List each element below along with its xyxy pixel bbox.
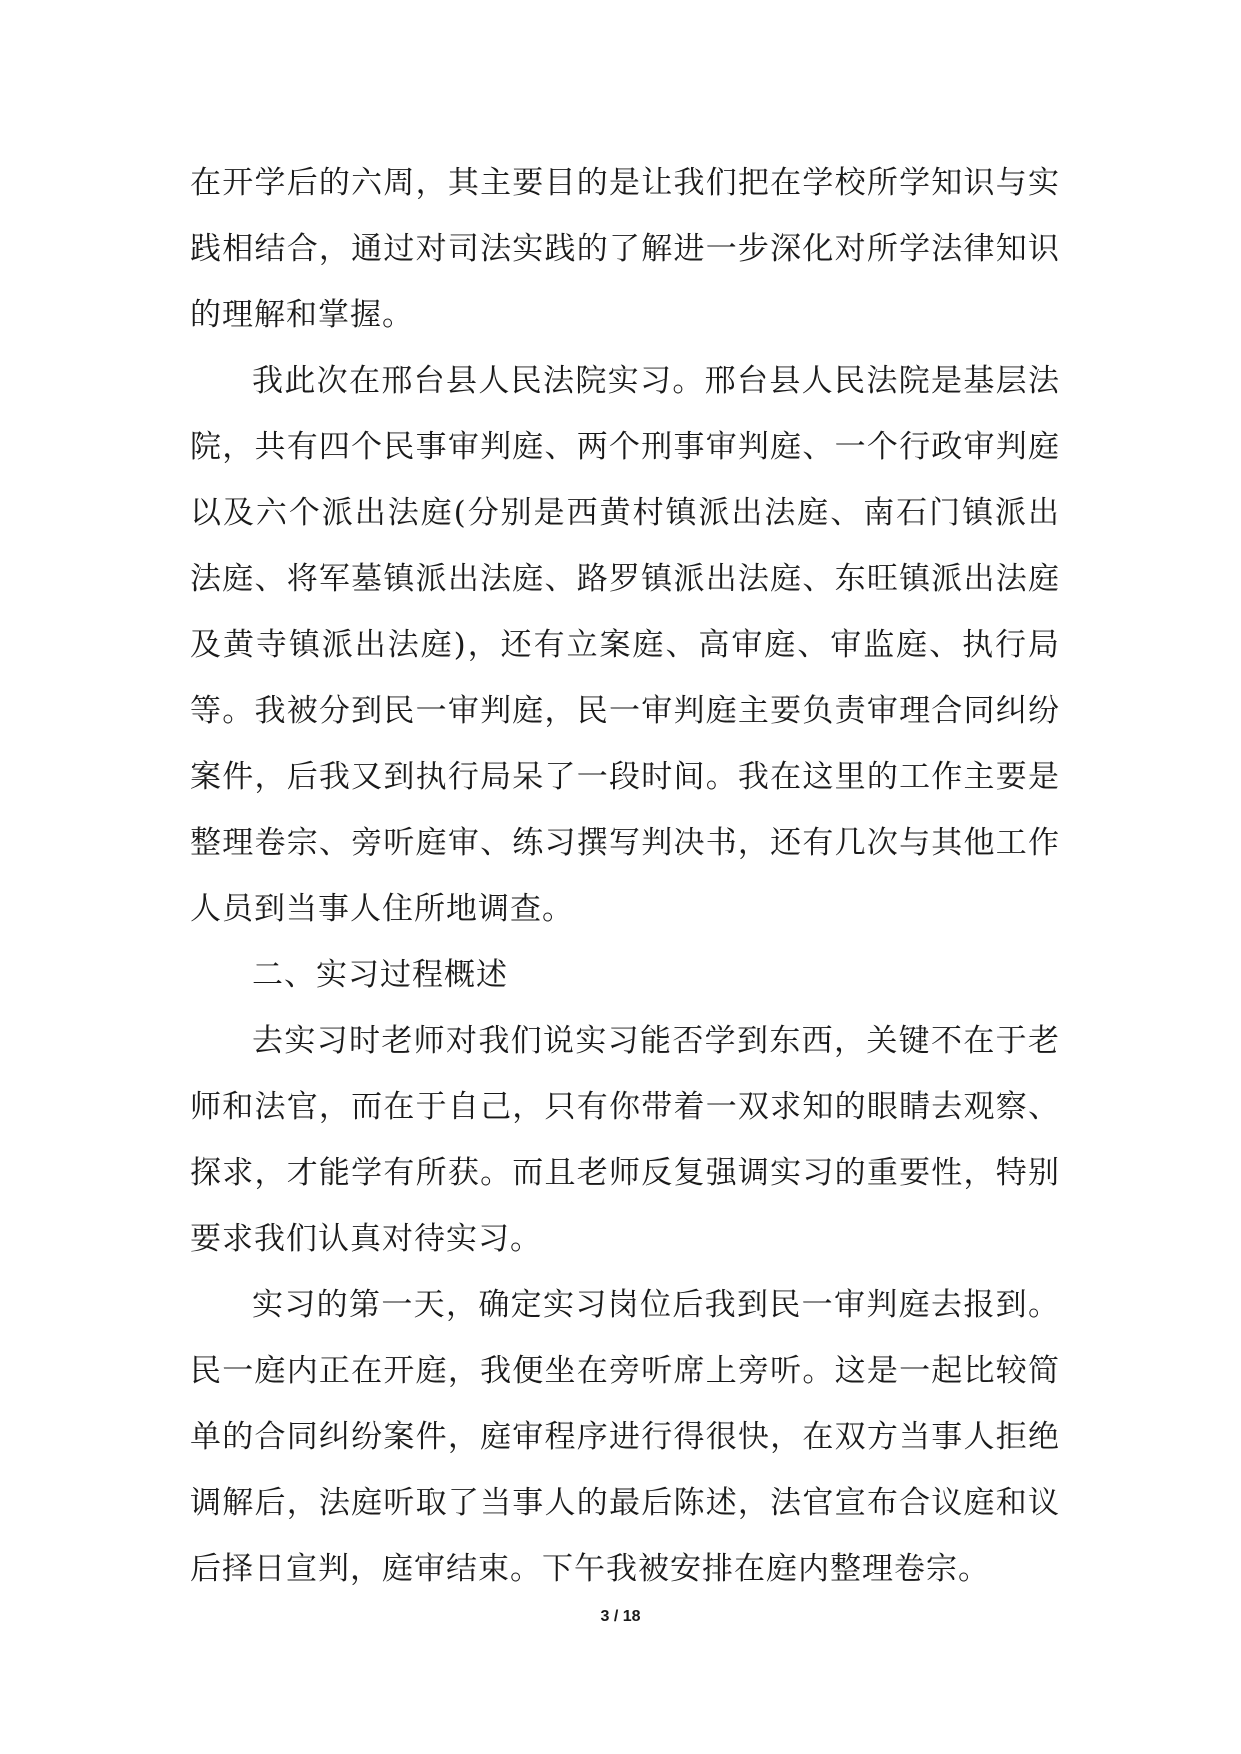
paragraph-4: 实习的第一天，确定实习岗位后我到民一审判庭去报到。民一庭内正在开庭，我便坐在旁听席上旁听。这是一起比较简单的合同纠纷案件，庭审程序进行得很快，在双方当事人拒绝调解后，法庭听取了当事人的最后陈述，法官宣布合议庭和议后择日宣判，庭审结束。下午我被安排在庭内整理卷宗。	[190, 1287, 1060, 1587]
page-number: 3 / 18	[600, 1608, 641, 1625]
paragraph-2: 我此次在邢台县人民法院实习。邢台县人民法院是基层法院，共有四个民事审判庭、两个刑事审判庭、一个行政审判庭以及六个派出法庭(分别是西黄村镇派出法庭、南石门镇派出法庭、将军墓镇派出法庭、路罗镇派出法庭、东旺镇派出法庭及黄寺镇派出法庭)，还有立案庭、高审庭、审监庭、执行局等。我被分到民一审判庭，民一审判庭主要负责审理合同纠纷案件，后我又到执行局呆了一段时间。我在这里的工作主要是整理卷宗、旁听庭审、练习撰写判决书，还有几次与其他工作人员到当事人住所地调查。	[190, 363, 1060, 927]
document-body	[190, 150, 1060, 1602]
paragraph-3: 去实习时老师对我们说实习能否学到东西，关键不在于老师和法官，而在于自己，只有你带着一双求知的眼睛去观察、探求，才能学有所获。而且老师反复强调实习的重要性，特别要求我们认真对待实习。	[190, 1023, 1060, 1257]
paragraph-1: 在开学后的六周，其主要目的是让我们把在学校所学知识与实践相结合，通过对司法实践的了解进一步深化对所学法律知识的理解和掌握。	[190, 165, 1060, 333]
section-heading: 二、实习过程概述	[252, 957, 508, 993]
